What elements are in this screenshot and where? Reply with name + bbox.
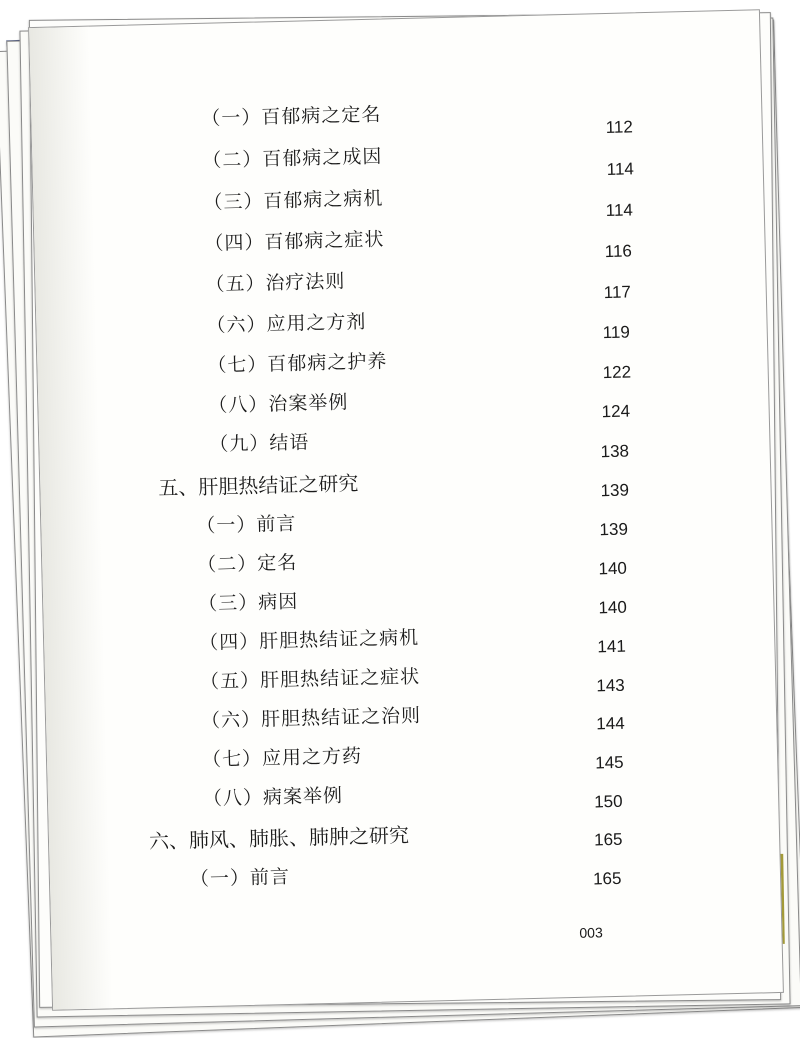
toc-page-number: 145 — [595, 752, 624, 773]
toc-section-6: 六、肺风、肺胀、肺肿之研究 — [148, 823, 410, 854]
toc-entry-15: （六）肝胆热结证之治则 — [200, 704, 422, 733]
toc-entry-7: （七）百郁病之护养 — [207, 350, 388, 377]
toc-entry-9: （九）结语 — [209, 431, 310, 456]
toc-entry-12: （三）病因 — [197, 590, 299, 616]
toc-page-number: 140 — [598, 558, 628, 579]
toc-page-number: 144 — [596, 713, 625, 734]
toc-page-number: 150 — [593, 791, 623, 812]
toc-entry-14: （五）肝胆热结证之症状 — [199, 665, 421, 694]
toc-entry-3: （三）百郁病之病机 — [203, 187, 384, 214]
toc-page-number: 141 — [597, 636, 626, 657]
toc-entry-6: （六）应用之方剂 — [206, 310, 367, 337]
toc-entry-4: （四）百郁病之症状 — [204, 228, 385, 255]
toc-page-number: 165 — [592, 868, 622, 889]
toc-page-number: 140 — [598, 597, 628, 618]
toc-entry-17: （八）病案举例 — [202, 784, 344, 811]
toc-entry-13: （四）肝胆热结证之病机 — [198, 626, 420, 655]
toc-page-number: 122 — [602, 362, 632, 383]
toc-page — [28, 9, 784, 1011]
page-folio-number: 003 — [579, 924, 603, 941]
toc-page-number: 138 — [600, 441, 630, 462]
toc-entry-11: （二）定名 — [197, 551, 298, 577]
toc-page-number: 114 — [606, 159, 635, 179]
toc-page-number: 117 — [603, 282, 632, 303]
toc-entry-2: （二）百郁病之成因 — [202, 145, 383, 172]
toc-entry-1: （一）百郁病之定名 — [201, 103, 382, 130]
toc-page-number: 143 — [596, 675, 625, 696]
toc-page-number: 124 — [601, 401, 631, 422]
toc-page-number: 119 — [602, 322, 631, 343]
toc-page-number: 165 — [593, 829, 623, 850]
toc-entry-16: （七）应用之方药 — [201, 745, 363, 772]
toc-page-number: 114 — [605, 200, 634, 221]
toc-page-number: 112 — [605, 117, 634, 138]
toc-page-number: 139 — [599, 519, 629, 540]
toc-entry-8: （八）治案举例 — [208, 391, 349, 417]
toc-page-number: 116 — [604, 241, 633, 262]
toc-entry-18: （一）前言 — [189, 865, 291, 891]
toc-entry-5: （五）治疗法则 — [205, 270, 346, 296]
toc-section-5: 五、肝胆热结证之研究 — [158, 471, 359, 501]
toc-page-number: 139 — [600, 480, 630, 501]
toc-entry-10: （一）前言 — [196, 512, 297, 538]
